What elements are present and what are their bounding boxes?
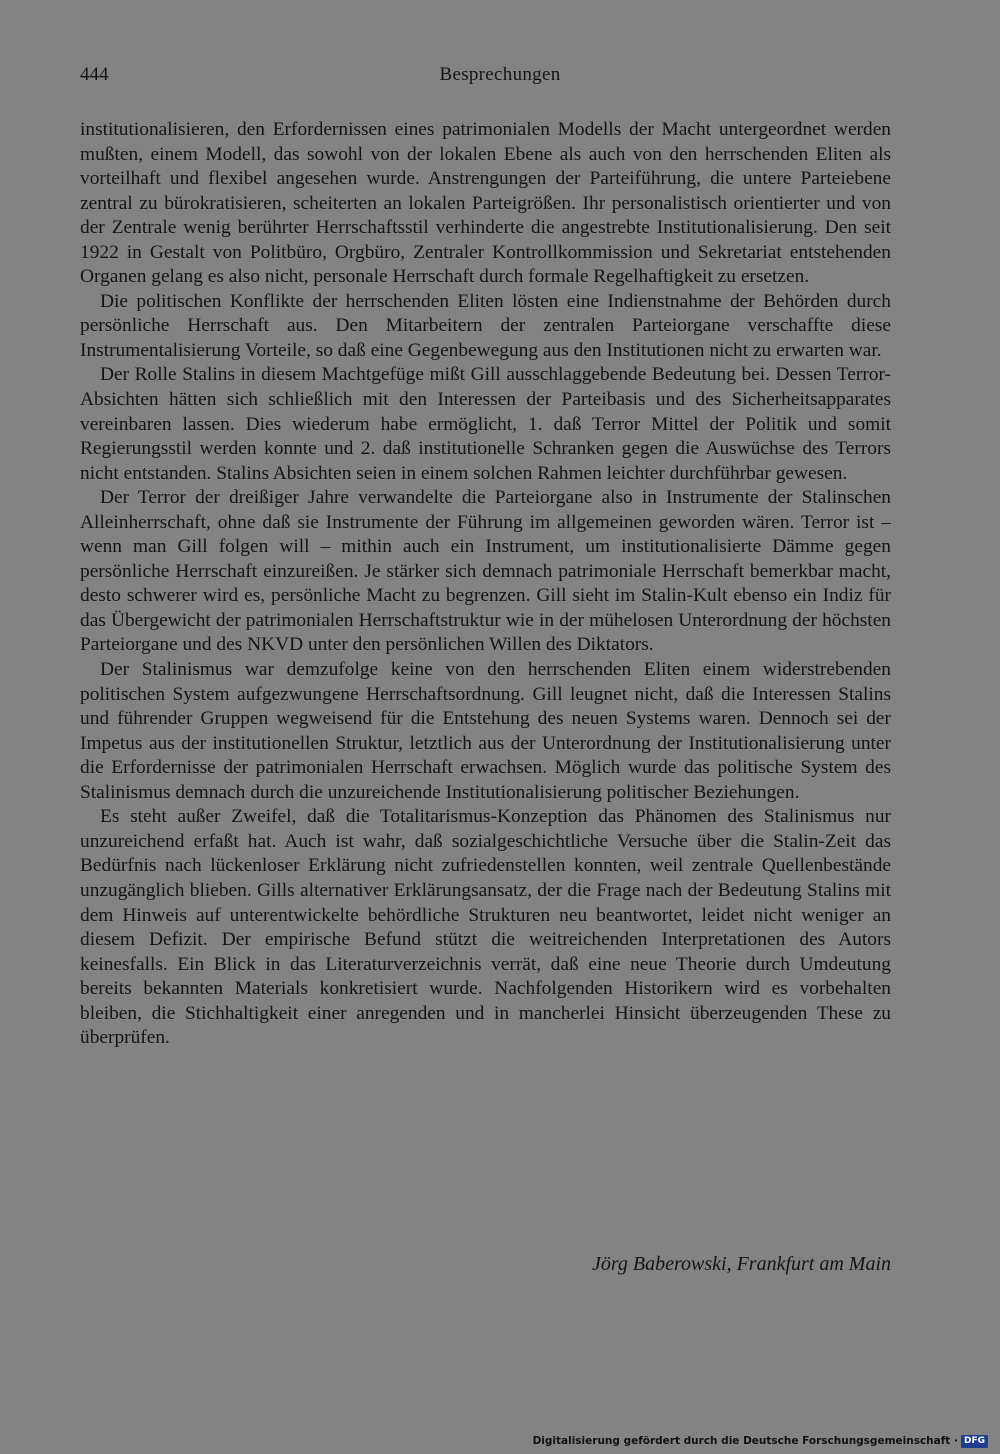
paragraph: Die politischen Konflikte der herrschenden Eliten lösten eine Indienstnahme der Behörden durch persönliche Herrschaft aus. Den Mitarbeitern der zentralen Parteiorgane verschaffte diese Instrumentalisierung Vorteile, so daß eine Gegenbewegung aus den Institutionen nicht zu erwarten war. — [80, 290, 891, 361]
paragraph: Der Terror der dreißiger Jahre verwandelte die Parteiorgane also in Instrumente der Stalinschen Alleinherrschaft, ohne daß sie Instrumente der Führung im allgemeinen geworden wären. Terror ist – wenn man Gill folgen will – mithin auch ein Instrument, um institutionalisierte Dämme gegen persönliche Herrschaft einzureißen. Je stärker sich demnach patrimoniale Herrschaft bemerkbar macht, desto schwerer wird es, persönliche Macht zu begrenzen. Gill sieht im Stalin-Kult ebenso ein Indiz für das Übergewicht der patrimonialen Herrschaftstruktur wie in der mühelosen Unterordnung der höchsten Parteiorgane und des NKVD unter den persönlichen Willen des Diktators. — [80, 487, 891, 656]
paragraph: Der Stalinismus war demzufolge keine von den herrschenden Eliten einem widerstrebenden politischen System aufgezwungene Herrschaftsordnung. Gill leugnet nicht, daß die Interessen Stalins und führender Gruppen wegweisend für die Entstehung des neuen Systems waren. Dennoch sei der Impetus aus der institutionellen Struktur, letztlich aus der Unterordnung der Institutionalisierung unter die Erfordernisse der patrimonialen Herrschaft erwachsen. Möglich wurde das politische System des Stalinismus demnach durch die unzureichende Institutionalisierung politischer Beziehungen. — [80, 659, 891, 803]
page-number: 444 — [80, 64, 109, 85]
paragraph: Es steht außer Zweifel, daß die Totalitarismus-Konzeption das Phänomen des Stalinismus nur unzureichend erfaßt hat. Auch ist wahr, daß sozialgeschichtliche Versuche über die Stalin-Zeit das Bedürfnis nach lückenloser Erklärung nicht zufriedenstellen konnten, weil zentrale Quellenbestände unzugänglich blieben. Gills alternativer Erklärungsansatz, der die Frage nach der Bedeutung Stalins mit dem Hinweis auf unterentwickelte behördliche Strukturen neu beantwortet, leidet nicht weniger an diesem Defizit. Der empirische Befund stützt die weitreichenden Interpretationen des Autors keinesfalls. Ein Blick in das Literaturverzeichnis verrät, daß eine neue Theorie durch Umdeutung bereits bekannten Materials konkretisiert wurde. Nachfolgenden Historikern wird es vorbehalten bleiben, die Stichhaltigkeit einer anregenden und in mancherlei Hinsicht überzeugenden These zu überprüfen. — [80, 806, 891, 1049]
digitization-footer — [533, 1434, 988, 1448]
author-signature: Jörg Baberowski, Frankfurt am Main — [591, 1253, 891, 1275]
dfg-logo-icon: DFG — [961, 1435, 988, 1448]
footer-text: Digitalisierung gefördert durch die Deutsche Forschungsgemeinschaft · — [532, 1435, 958, 1447]
review-body — [80, 118, 891, 1051]
paragraph: Der Rolle Stalins in diesem Machtgefüge mißt Gill ausschlaggebende Bedeutung bei. Dessen Terror-Absichten hätten sich schließlich mit den Interessen der Parteibasis und des Sicherheitsapparates vereinbaren lassen. Dies wiederum habe ermöglicht, 1. daß Terror Mittel der Politik und somit Regierungsstil werden konnte und 2. daß institutionelle Schranken gegen die Auswüchse des Terrors nicht entstanden. Stalins Absichten seien in einem solchen Rahmen leichter durchführbar gewesen. — [80, 364, 891, 484]
running-head: Besprechungen — [439, 64, 561, 85]
paragraph: institutionalisieren, den Erfordernissen eines patrimonialen Modells der Macht untergeordnet werden mußten, einem Modell, das sowohl von der lokalen Ebene als auch von den herrschenden Eliten als vorteilhaft und flexibel angesehen wurde. Anstrengungen der Parteiführung, die untere Parteiebene zentral zu bürokratisieren, scheiterten an lokalen Parteigrößen. Ihr personalistisch orientierter und von der Zentrale wenig berührter Herrschaftsstil verhinderte die angestrebte Institutionalisierung. Den seit 1922 in Gestalt von Politbüro, Orgbüro, Zentraler Kontrollkommission und Sekretariat entstehenden Organen gelang es also nicht, personale Herrschaft durch formale Regelhaftigkeit zu ersetzen. — [80, 119, 891, 288]
